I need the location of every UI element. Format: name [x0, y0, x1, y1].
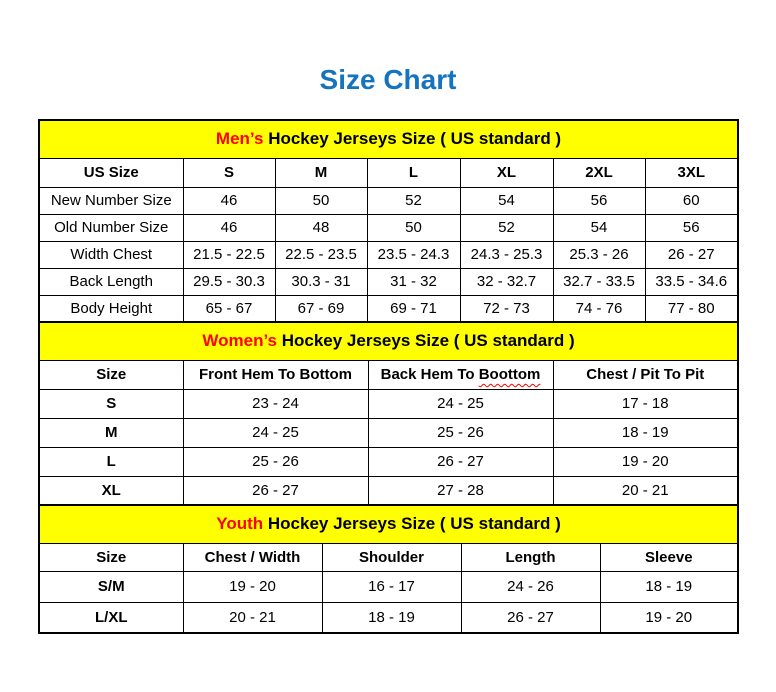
column-header-size: Size	[39, 543, 183, 571]
table-row-womens-xl	[39, 476, 738, 505]
mens-band-title	[39, 120, 738, 158]
column-header-size: Size	[39, 360, 183, 389]
table-cell: 52	[367, 187, 460, 214]
table-cell: 29.5 - 30.3	[183, 268, 275, 295]
table-row-body-height	[39, 295, 738, 322]
table-cell: 48	[275, 214, 367, 241]
table-row-womens-l	[39, 447, 738, 476]
table-cell: 65 - 67	[183, 295, 275, 322]
table-cell: 33.5 - 34.6	[645, 268, 738, 295]
column-header-back-hem	[368, 360, 553, 389]
table-row-old-number-size	[39, 214, 738, 241]
table-cell: 19 - 20	[183, 571, 322, 602]
table-row-back-length	[39, 268, 738, 295]
column-header-chest-pit: Chest / Pit To Pit	[553, 360, 738, 389]
table-cell: 25 - 26	[183, 447, 368, 476]
womens-size-table	[38, 321, 739, 506]
row-label: L/XL	[39, 602, 183, 633]
column-header-3xl: 3XL	[645, 158, 738, 187]
row-label: XL	[39, 476, 183, 505]
table-cell: 52	[460, 214, 553, 241]
table-cell: 17 - 18	[553, 389, 738, 418]
table-cell: 25.3 - 26	[553, 241, 645, 268]
youth-band-row	[39, 505, 738, 543]
youth-band-title	[39, 505, 738, 543]
table-row-womens-m	[39, 418, 738, 447]
page-title: Size Chart	[319, 64, 457, 95]
table-cell: 30.3 - 31	[275, 268, 367, 295]
row-label: Width Chest	[39, 241, 183, 268]
womens-header-row	[39, 360, 738, 389]
column-header-front-hem: Front Hem To Bottom	[183, 360, 368, 389]
mens-band-rest: Hockey Jerseys Size ( US standard )	[268, 129, 562, 149]
womens-band-highlight: Women’s	[202, 331, 277, 351]
column-header-xl: XL	[460, 158, 553, 187]
table-cell: 16 - 17	[322, 571, 461, 602]
table-cell: 24 - 26	[461, 571, 600, 602]
row-label: New Number Size	[39, 187, 183, 214]
row-label: Old Number Size	[39, 214, 183, 241]
back-hem-misspelled-word: Boottom	[478, 366, 541, 383]
table-cell: 19 - 20	[553, 447, 738, 476]
row-label: S/M	[39, 571, 183, 602]
mens-band-highlight: Men’s	[215, 129, 264, 149]
table-cell: 67 - 69	[275, 295, 367, 322]
table-cell: 26 - 27	[645, 241, 738, 268]
mens-header-row	[39, 158, 738, 187]
table-cell: 23 - 24	[183, 389, 368, 418]
youth-size-table	[38, 504, 739, 634]
column-header-shoulder: Shoulder	[322, 543, 461, 571]
table-row-new-number-size	[39, 187, 738, 214]
column-header-l: L	[367, 158, 460, 187]
size-chart-tables	[38, 119, 737, 634]
table-cell: 74 - 76	[553, 295, 645, 322]
table-cell: 46	[183, 214, 275, 241]
table-cell: 54	[553, 214, 645, 241]
table-cell: 27 - 28	[368, 476, 553, 505]
table-cell: 56	[645, 214, 738, 241]
row-label: L	[39, 447, 183, 476]
table-cell: 31 - 32	[367, 268, 460, 295]
table-cell: 56	[553, 187, 645, 214]
mens-band-row	[39, 120, 738, 158]
table-cell: 54	[460, 187, 553, 214]
column-header-chest-width: Chest / Width	[183, 543, 322, 571]
womens-band-rest: Hockey Jerseys Size ( US standard )	[281, 331, 575, 351]
table-cell: 22.5 - 23.5	[275, 241, 367, 268]
table-row-youth-sm	[39, 571, 738, 602]
mens-size-table	[38, 119, 739, 323]
table-cell: 21.5 - 22.5	[183, 241, 275, 268]
youth-header-row	[39, 543, 738, 571]
table-cell: 46	[183, 187, 275, 214]
youth-band-rest: Hockey Jerseys Size ( US standard )	[267, 514, 561, 534]
womens-band-row	[39, 322, 738, 360]
table-cell: 32 - 32.7	[460, 268, 553, 295]
table-cell: 24 - 25	[183, 418, 368, 447]
table-cell: 20 - 21	[553, 476, 738, 505]
row-label: Body Height	[39, 295, 183, 322]
column-header-m: M	[275, 158, 367, 187]
table-cell: 69 - 71	[367, 295, 460, 322]
table-cell: 50	[275, 187, 367, 214]
table-cell: 26 - 27	[183, 476, 368, 505]
table-cell: 24.3 - 25.3	[460, 241, 553, 268]
table-cell: 24 - 25	[368, 389, 553, 418]
column-header-sleeve: Sleeve	[600, 543, 738, 571]
column-header-2xl: 2XL	[553, 158, 645, 187]
table-cell: 60	[645, 187, 738, 214]
table-cell: 18 - 19	[553, 418, 738, 447]
table-cell: 25 - 26	[368, 418, 553, 447]
row-label: Back Length	[39, 268, 183, 295]
back-hem-prefix: Back Hem To	[380, 366, 475, 383]
table-cell: 19 - 20	[600, 602, 738, 633]
column-header-length: Length	[461, 543, 600, 571]
table-cell: 26 - 27	[461, 602, 600, 633]
table-row-width-chest	[39, 241, 738, 268]
table-row-youth-lxl	[39, 602, 738, 633]
womens-band-title	[39, 322, 738, 360]
table-cell: 72 - 73	[460, 295, 553, 322]
column-header-us-size: US Size	[39, 158, 183, 187]
row-label: S	[39, 389, 183, 418]
table-cell: 77 - 80	[645, 295, 738, 322]
table-cell: 18 - 19	[322, 602, 461, 633]
table-cell: 32.7 - 33.5	[553, 268, 645, 295]
table-cell: 18 - 19	[600, 571, 738, 602]
row-label: M	[39, 418, 183, 447]
table-cell: 26 - 27	[368, 447, 553, 476]
youth-band-highlight: Youth	[216, 514, 264, 534]
table-cell: 20 - 21	[183, 602, 322, 633]
table-row-womens-s	[39, 389, 738, 418]
table-cell: 50	[367, 214, 460, 241]
table-cell: 23.5 - 24.3	[367, 241, 460, 268]
column-header-s: S	[183, 158, 275, 187]
